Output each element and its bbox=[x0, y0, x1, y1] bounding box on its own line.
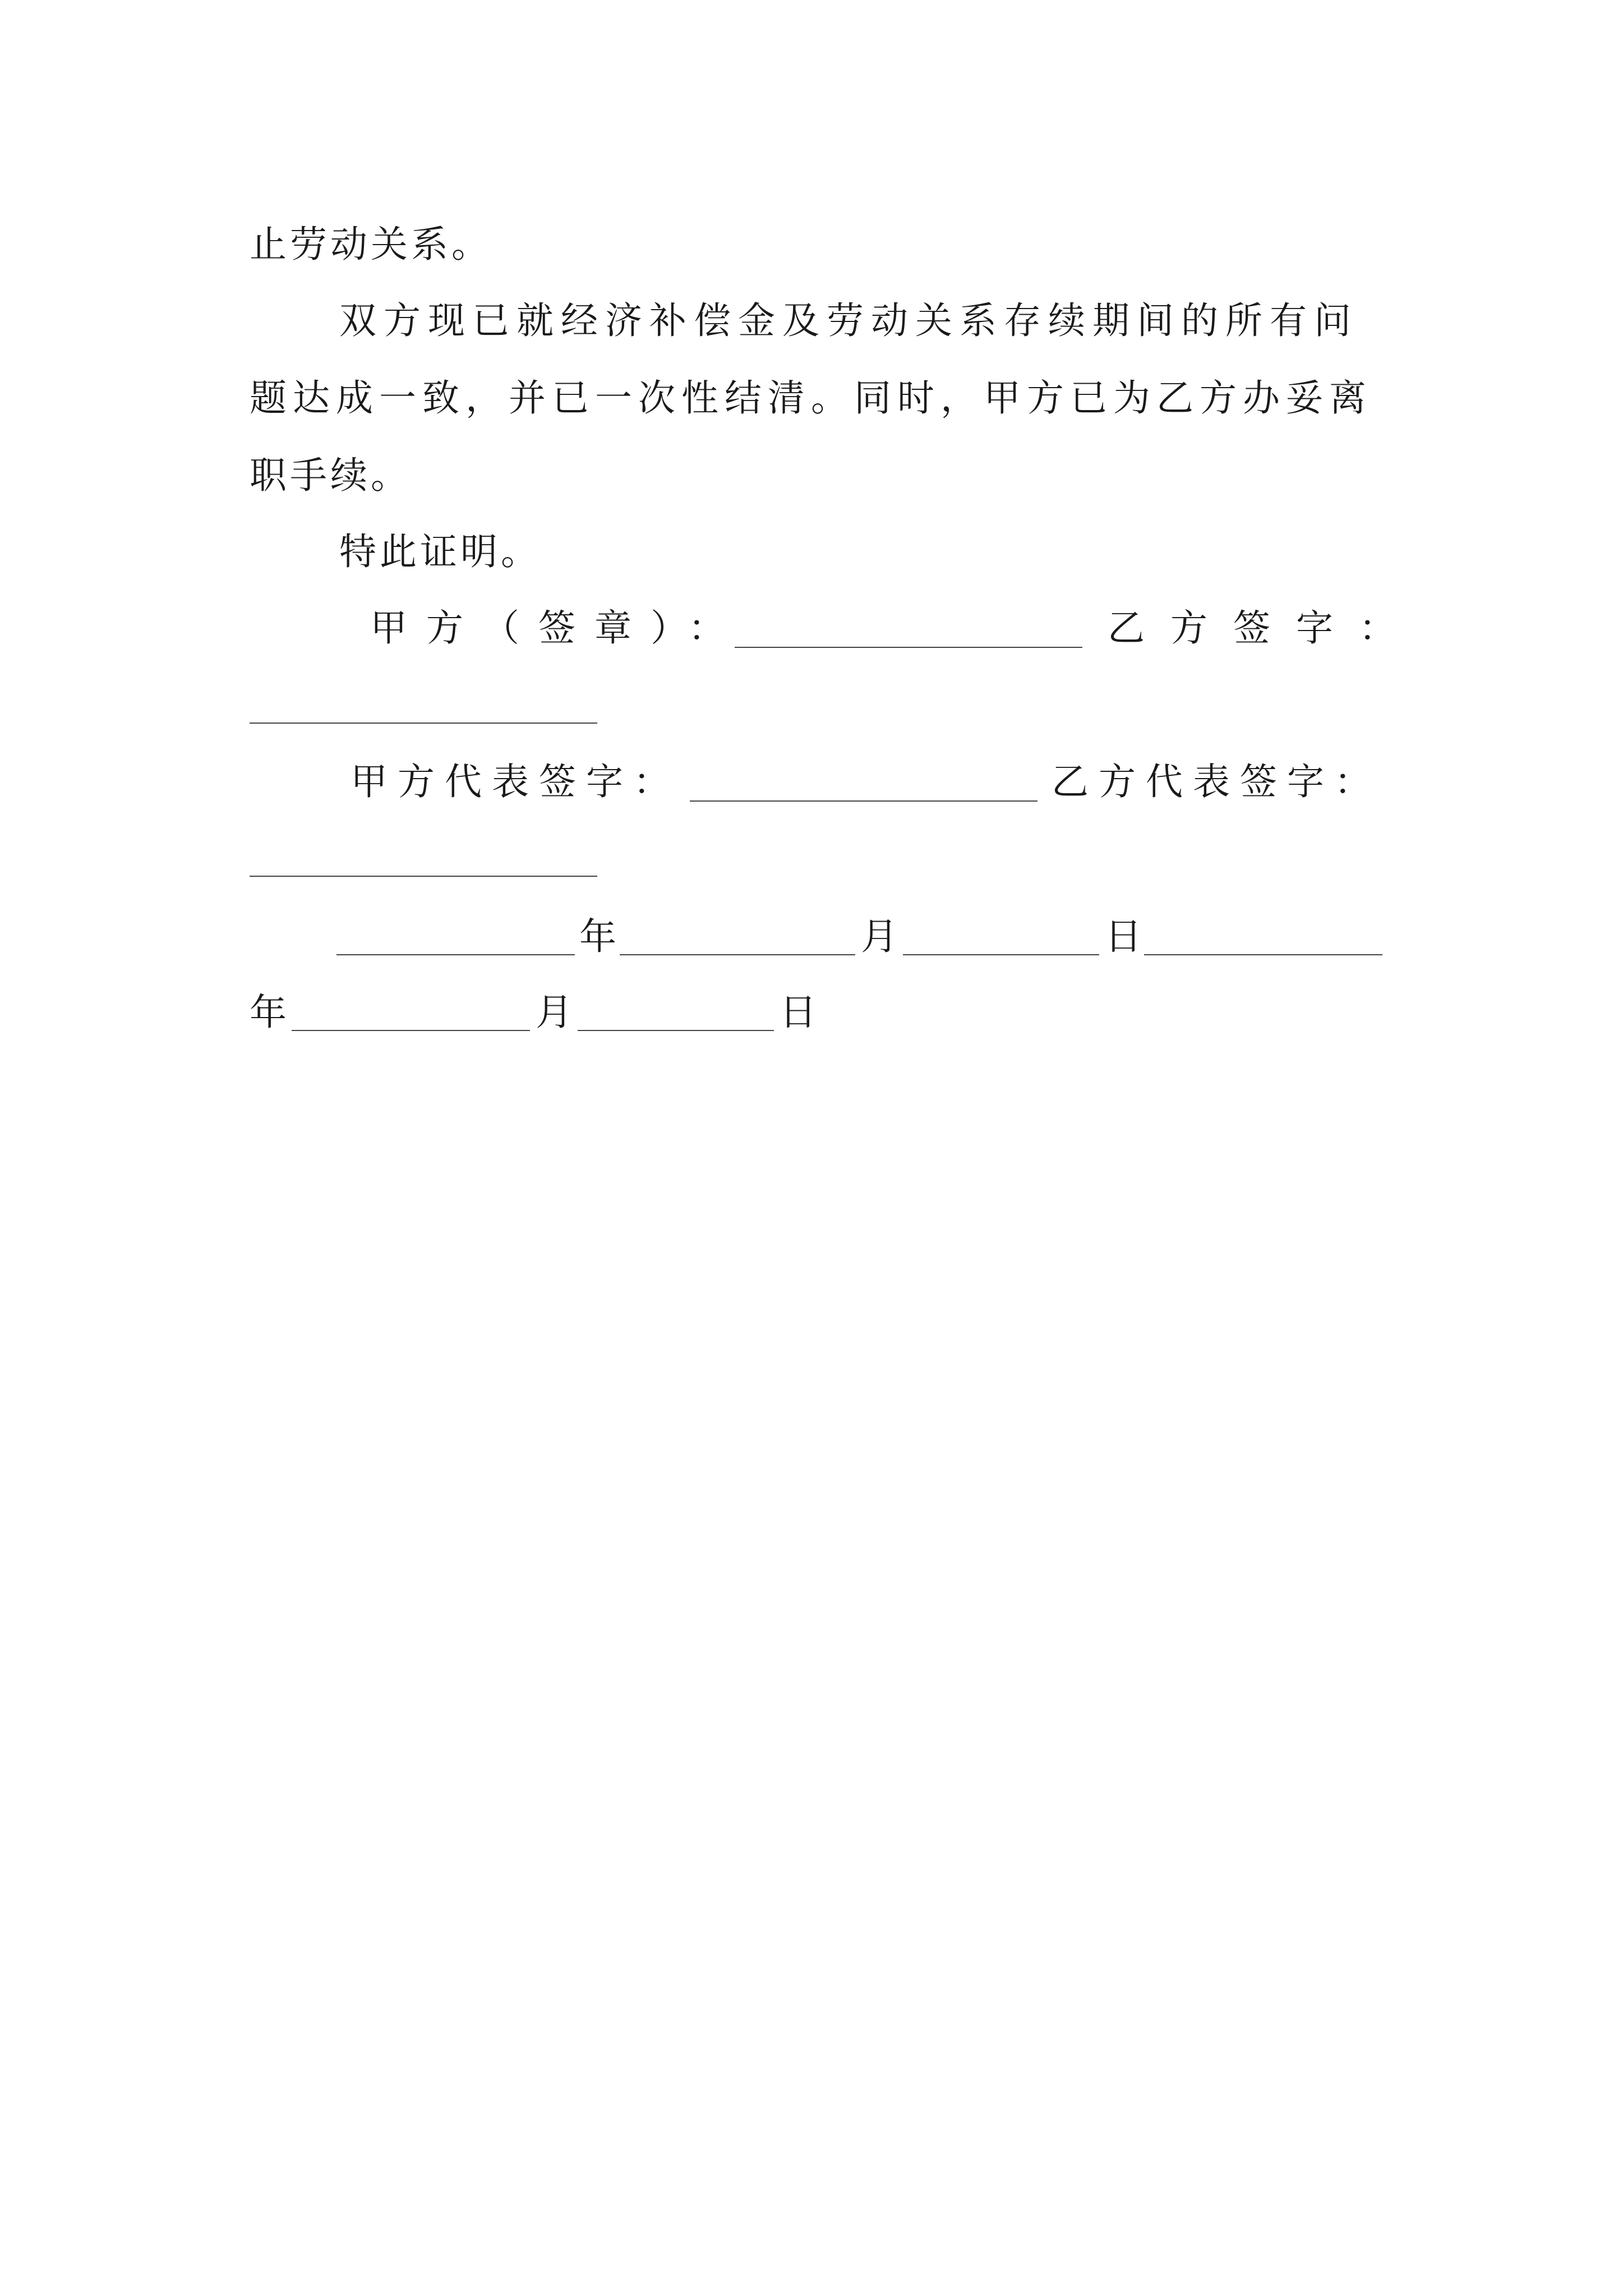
paragraph-3: 特此证明。 bbox=[339, 530, 541, 573]
date-1-day-label: 日 bbox=[1105, 915, 1142, 958]
date-1-month-blank[interactable] bbox=[620, 954, 855, 955]
date-2-day-label: 日 bbox=[780, 991, 817, 1034]
party-a-rep-blank[interactable] bbox=[690, 800, 1038, 802]
party-b-sign-blank[interactable] bbox=[250, 723, 597, 724]
date-2-month-label: 月 bbox=[536, 991, 573, 1034]
date-2-year-blank-start[interactable] bbox=[1144, 954, 1382, 955]
date-1-year-label: 年 bbox=[579, 915, 616, 958]
paragraph-2-line-1: 双方现已就经济补偿金及劳动关系存续期间的所有问 bbox=[339, 299, 1358, 342]
date-1-year-blank[interactable] bbox=[336, 954, 575, 955]
paragraph-1-tail: 止劳动关系。 bbox=[250, 223, 492, 266]
date-2-month-blank[interactable] bbox=[292, 1030, 530, 1031]
date-1-month-label: 月 bbox=[861, 915, 898, 958]
date-2-year-label: 年 bbox=[250, 991, 287, 1034]
party-b-rep-label: 乙方代表签字： bbox=[1052, 760, 1381, 803]
party-b-rep-blank[interactable] bbox=[250, 876, 597, 877]
party-a-seal-label: 甲方（签章）： bbox=[370, 606, 744, 650]
paragraph-2-line-3: 职手续。 bbox=[250, 454, 411, 497]
party-b-sign-label: 乙方签字： bbox=[1108, 606, 1422, 650]
date-1-day-blank[interactable] bbox=[903, 954, 1099, 955]
party-a-rep-label: 甲方代表签字： bbox=[351, 760, 680, 803]
paragraph-2-line-2: 题达成一致，并已一次性结清。同时，甲方已为乙方办妥离 bbox=[250, 376, 1372, 420]
party-a-seal-blank[interactable] bbox=[735, 647, 1082, 648]
date-2-day-blank[interactable] bbox=[578, 1030, 774, 1031]
